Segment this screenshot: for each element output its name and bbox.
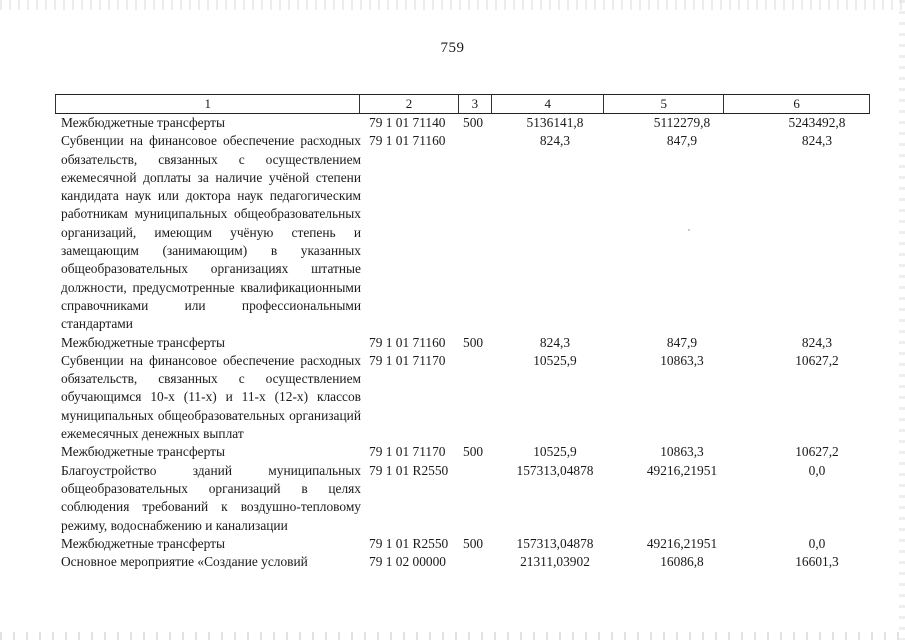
row-value-6: 16601,3 xyxy=(795,554,839,570)
row-name: Субвенции на финансовое обеспечение расходных обязательств, связанных с осуществлением обучающимся 10-х (11-х) и 11-х (12-х) классов муниципальных общеобразовательных организаций ежемесячных денежных выплат xyxy=(61,352,361,442)
row-value-5: 847,9 xyxy=(666,133,698,149)
table-row xyxy=(55,462,870,535)
row-code: 79 1 01 R2550 xyxy=(369,535,449,551)
row-value-6: 824,3 xyxy=(801,334,833,350)
header-col-2: 2 xyxy=(359,95,457,113)
row-value-6: 0,0 xyxy=(808,462,826,478)
row-value-6: 0,0 xyxy=(808,535,826,551)
row-value-4: 157313,04878 xyxy=(516,462,594,478)
scan-edge-bottom xyxy=(0,632,905,640)
row-vr: 500 xyxy=(463,115,484,130)
header-col-1: 1 xyxy=(55,95,359,113)
row-vr: 500 xyxy=(463,535,484,551)
budget-table xyxy=(55,94,870,571)
row-code: 79 1 01 71160 xyxy=(369,133,446,149)
table-row xyxy=(55,443,870,461)
row-vr xyxy=(459,462,492,535)
header-col-4: 4 xyxy=(491,95,603,113)
row-value-5: 16086,8 xyxy=(660,554,704,570)
row-value-5: 49216,21951 xyxy=(646,462,718,478)
row-value-6: 10627,2 xyxy=(795,444,839,460)
row-code: 79 1 01 71140 xyxy=(369,115,446,130)
row-value-5: 5112279,8 xyxy=(653,115,711,130)
row-name: Межбюджетные трансферты xyxy=(61,334,225,350)
scan-speck xyxy=(688,229,690,231)
row-value-4: 157313,04878 xyxy=(516,535,594,551)
header-col-5: 5 xyxy=(603,95,723,113)
row-value-6: 824,3 xyxy=(801,133,833,149)
row-name: Благоустройство зданий муниципальных общеобразовательных организаций в целях соблюдения требований к воздушно-тепловому режиму, водоснабжению и канализации xyxy=(61,462,361,533)
scan-edge-right xyxy=(899,0,905,640)
row-vr xyxy=(459,553,492,571)
row-vr xyxy=(459,132,492,333)
table-row xyxy=(55,114,870,132)
row-name: Межбюджетные трансферты xyxy=(61,115,225,130)
row-name: Основное мероприятие «Создание условий xyxy=(61,554,308,570)
table-row xyxy=(55,334,870,352)
row-value-5: 847,9 xyxy=(666,334,698,350)
header-col-6: 6 xyxy=(723,95,870,113)
scan-edge-top xyxy=(0,0,905,10)
table-header-row xyxy=(55,94,870,114)
table-row xyxy=(55,132,870,333)
row-name: Межбюджетные трансферты xyxy=(61,535,225,551)
row-code: 79 1 01 71170 xyxy=(369,352,446,368)
table-row xyxy=(55,352,870,443)
header-col-3: 3 xyxy=(458,95,492,113)
row-value-4: 10525,9 xyxy=(533,352,577,368)
table-row xyxy=(55,553,870,571)
row-value-4: 824,3 xyxy=(539,334,571,350)
table-row xyxy=(55,535,870,553)
row-code: 79 1 02 00000 xyxy=(369,554,446,570)
row-value-5: 10863,3 xyxy=(660,444,704,460)
row-vr: 500 xyxy=(463,444,484,460)
row-value-4: 824,3 xyxy=(539,133,571,149)
page-number: 759 xyxy=(440,40,465,56)
row-code: 79 1 01 71160 xyxy=(369,334,446,350)
row-value-4: 10525,9 xyxy=(533,444,577,460)
row-value-5: 10863,3 xyxy=(660,352,704,368)
row-code: 79 1 01 71170 xyxy=(369,444,446,460)
row-vr xyxy=(459,352,492,443)
row-value-6: 10627,2 xyxy=(795,352,839,368)
row-name: Межбюджетные трансферты xyxy=(61,444,225,460)
row-value-4: 5136141,8 xyxy=(526,115,584,130)
row-code: 79 1 01 R2550 xyxy=(369,462,449,478)
row-vr: 500 xyxy=(463,334,484,350)
row-value-4: 21311,03902 xyxy=(520,554,590,570)
row-value-6: 5243492,8 xyxy=(788,115,846,130)
row-value-5: 49216,21951 xyxy=(646,535,718,551)
row-name: Субвенции на финансовое обеспечение расходных обязательств, связанных с осуществлением ежемесячной доплаты за наличие учёной степени кандидата наук или доктора наук педагогическим работникам муниципальных общеобразовательных организаций, имеющим учёную степень и замещающим (занимающим) в указанных общеобразовательных организациях штатные должности, предусмотренные квалификационными справочниками или профессиональными стандартами xyxy=(61,133,361,332)
